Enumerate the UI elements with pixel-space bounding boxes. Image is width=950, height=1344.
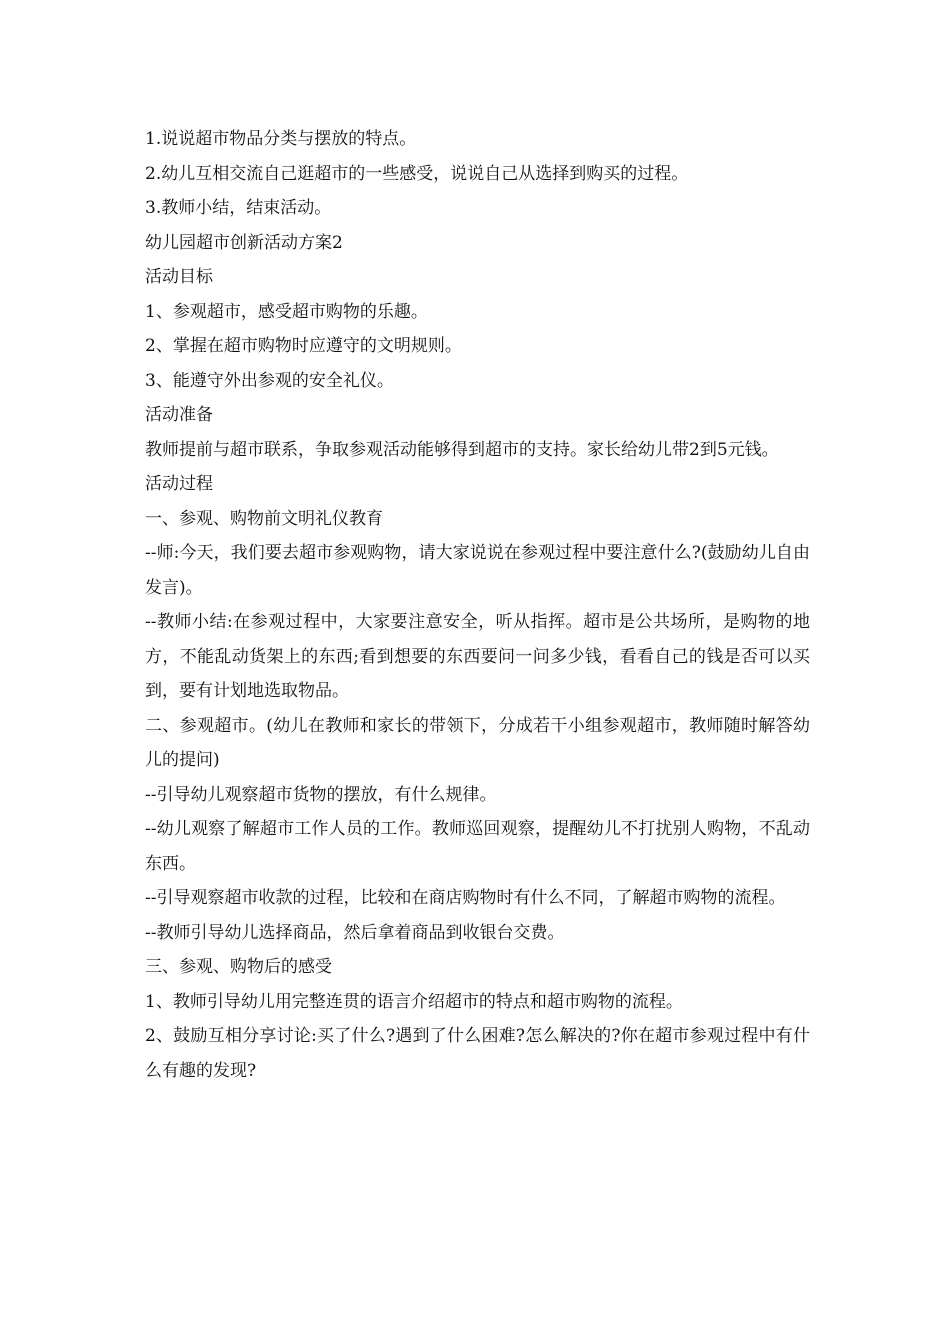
list-item: 3.教师小结，结束活动。 bbox=[145, 198, 332, 218]
list-item: 1、教师引导幼儿用完整连贯的语言介绍超市的特点和超市购物的流程。 bbox=[145, 991, 683, 1012]
list-item: 2、掌握在超市购物时应遵守的文明规则。 bbox=[145, 336, 462, 356]
body-paragraph: --引导幼儿观察超市货物的摆放，有什么规律。 bbox=[145, 784, 497, 805]
list-item: 2.幼儿互相交流自己逛超市的一些感受，说说自己从选择到购买的过程。 bbox=[145, 163, 689, 184]
section-title: 幼儿园超市创新活动方案2 bbox=[145, 232, 343, 253]
document-body bbox=[145, 122, 810, 1088]
body-paragraph: --引导观察超市收款的过程，比较和在商店购物时有什么不同，了解超市购物的流程。 bbox=[145, 888, 786, 908]
section-heading: 活动过程 bbox=[145, 474, 213, 494]
body-paragraph: --幼儿观察了解超市工作人员的工作。教师巡回观察，提醒幼儿不打扰别人购物，不乱动东西。 bbox=[145, 819, 810, 874]
body-paragraph: --师:今天，我们要去超市参观购物，请大家说说在参观过程中要注意什么?(鼓励幼儿自由发言)。 bbox=[145, 543, 810, 598]
subsection-heading: 三、参观、购物后的感受 bbox=[145, 957, 332, 977]
body-paragraph: --教师引导幼儿选择商品，然后拿着商品到收银台交费。 bbox=[145, 922, 565, 943]
section-heading: 活动目标 bbox=[145, 267, 213, 287]
list-item: 1、参观超市，感受超市购物的乐趣。 bbox=[145, 301, 428, 322]
body-paragraph: 教师提前与超市联系，争取参观活动能够得到超市的支持。家长给幼儿带2到5元钱。 bbox=[145, 439, 779, 460]
list-item: 2、鼓励互相分享讨论:买了什么?遇到了什么困难?怎么解决的?你在超市参观过程中有什么有趣的发现? bbox=[145, 1026, 810, 1081]
list-item: 1.说说超市物品分类与摆放的特点。 bbox=[145, 129, 417, 149]
section-heading: 活动准备 bbox=[145, 405, 213, 425]
subsection-heading: 二、参观超市。(幼儿在教师和家长的带领下，分成若干小组参观超市，教师随时解答幼儿的提问) bbox=[145, 715, 810, 770]
body-paragraph: --教师小结:在参观过程中，大家要注意安全，听从指挥。超市是公共场所，是购物的地方，不能乱动货架上的东西;看到想要的东西要问一问多少钱，看看自己的钱是否可以买到，要有计划地选取物品。 bbox=[145, 612, 810, 701]
subsection-heading: 一、参观、购物前文明礼仪教育 bbox=[145, 508, 383, 529]
list-item: 3、能遵守外出参观的安全礼仪。 bbox=[145, 370, 394, 391]
